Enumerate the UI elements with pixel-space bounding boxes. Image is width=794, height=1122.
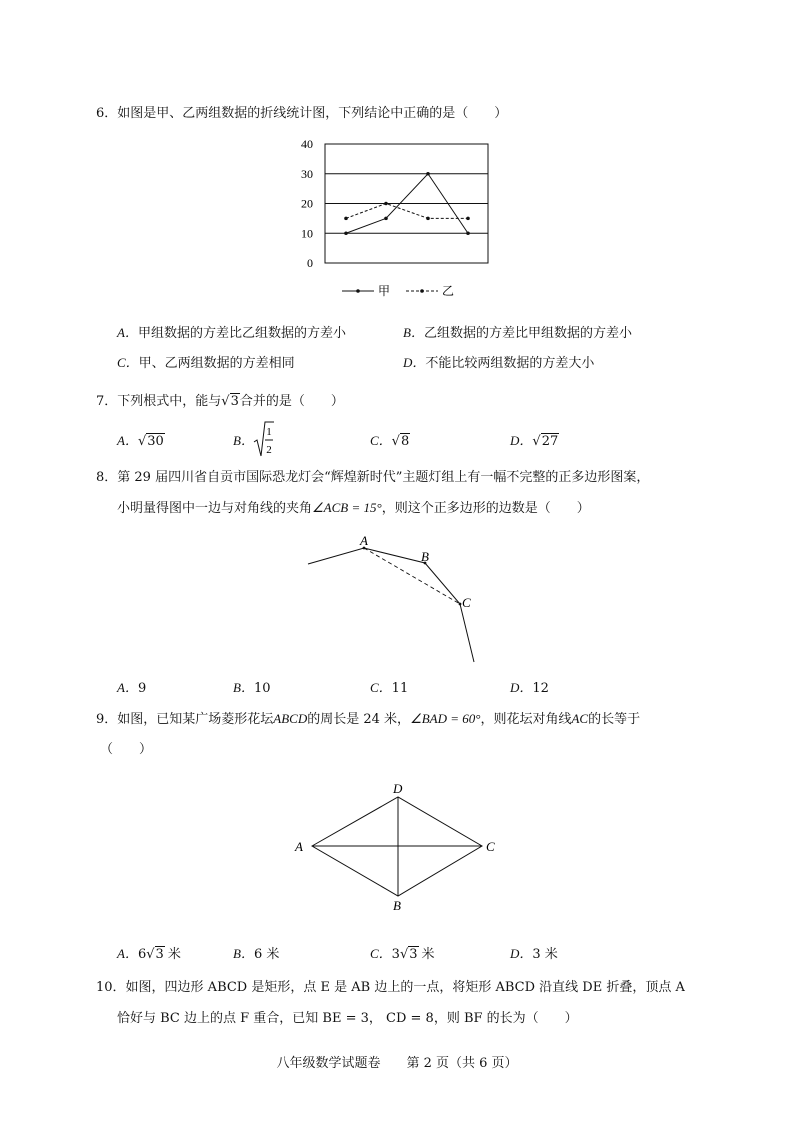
q9-text: 的周长是 24 米， (307, 712, 411, 727)
radicand: 3 (155, 947, 164, 962)
data-point (384, 202, 388, 206)
y-tick-label: 10 (301, 226, 313, 241)
q9-text: ，则花坛对角线 (480, 712, 572, 727)
option-coef: 6 (137, 947, 147, 962)
option-label: B． (233, 433, 254, 448)
q9-abcd: ABCD (273, 711, 308, 726)
data-point (466, 231, 470, 235)
q9-answer-paren: （ ） (100, 742, 153, 757)
sqrt-expression: √8 (391, 434, 410, 449)
q8-text: 小明量得图中一边与对角线的夹角 (117, 501, 313, 516)
q6-option-b[interactable] (403, 322, 632, 341)
option-label: C． (370, 946, 392, 961)
vertex-b-label: B (393, 898, 401, 913)
q6-text: 如图是甲、乙两组数据的折线统计图，下列结论中正确的是（ ） (117, 106, 508, 121)
data-point (344, 231, 348, 235)
q7-option-d[interactable] (510, 430, 559, 449)
q9-ac: AC (571, 711, 589, 726)
q6-option-a[interactable] (117, 322, 346, 341)
q10-number: 10． (96, 980, 126, 995)
q9-rhombus-figure (290, 778, 500, 914)
q10-text: 如图，四边形 ABCD 是矩形，点 E 是 AB 边上的一点，将矩形 ABCD 沿直线 DE 折叠，顶点 A (125, 980, 685, 995)
sqrt-expression: √30 (137, 434, 164, 449)
option-label: B． (403, 325, 424, 340)
q10-line-1 (96, 976, 685, 995)
q9-option-a[interactable] (117, 943, 181, 962)
data-point (426, 217, 430, 221)
data-point (344, 217, 348, 221)
q7-stem (96, 390, 344, 409)
q7-text-before: 下列根式中，能与 (117, 394, 222, 409)
sqrt-expression: √3 (221, 394, 239, 409)
fraction-denominator: 2 (266, 444, 272, 456)
q9-option-c[interactable] (370, 943, 435, 962)
option-label: C． (370, 433, 392, 448)
q6-line-chart (290, 134, 510, 304)
option-text: 甲、乙两组数据的方差相同 (138, 356, 295, 371)
option-text: 12 (532, 681, 549, 696)
q8-option-d[interactable] (510, 677, 549, 696)
legend-marker (420, 289, 424, 293)
radicand: 3 (409, 947, 418, 962)
option-unit: 米 (167, 947, 181, 962)
option-text: 乙组数据的方差比甲组数据的方差小 (423, 326, 632, 341)
data-point (384, 217, 388, 221)
legend-marker (356, 289, 360, 293)
q9-number: 9． (96, 712, 118, 727)
option-label: C． (370, 680, 392, 695)
vertex-a-label: A (295, 839, 303, 854)
legend-label: 乙 (442, 284, 455, 298)
vertex-c-label: C (462, 595, 471, 610)
option-label: D． (510, 433, 533, 448)
q8-option-c[interactable] (370, 677, 408, 696)
option-label: B． (233, 946, 254, 961)
q8-number: 8． (96, 470, 118, 485)
q6-option-d[interactable] (403, 352, 594, 371)
radicand: 27 (541, 434, 559, 449)
sqrt-expression: √3 (399, 947, 418, 962)
option-label: A． (117, 946, 138, 961)
option-text: 10 (253, 681, 271, 696)
fraction-numerator: 1 (266, 426, 272, 438)
data-point (426, 172, 430, 176)
chart-grid (325, 144, 488, 263)
y-tick-label: 30 (301, 166, 313, 181)
option-label: D． (510, 946, 533, 961)
vertex-c-dot (459, 603, 462, 606)
sqrt-fraction (253, 420, 275, 460)
vertex-d-label: D (393, 781, 403, 796)
option-text: 11 (391, 681, 409, 696)
chart-legend (342, 284, 454, 298)
option-text: 9 (137, 681, 147, 696)
option-coef: 3 (391, 947, 400, 962)
sqrt-expression: √3 (146, 947, 164, 962)
q9-text: 如图，已知某广场菱形花坛 (117, 712, 274, 727)
q9-option-d[interactable] (510, 943, 558, 962)
q8-option-a[interactable] (117, 677, 146, 696)
q8-polygon-figure (300, 530, 490, 670)
option-label: D． (510, 680, 533, 695)
q10-line-2: 恰好与 BC 边上的点 F 重合，已知 BE = 3， CD = 8，则 BF 的长为（ ） (117, 1011, 578, 1026)
option-text: 6 米 (253, 947, 280, 962)
option-label: A． (117, 680, 138, 695)
q9-text: 的长等于 (588, 712, 641, 727)
vertex-a-label: A (360, 533, 368, 548)
q6-number: 6． (96, 106, 118, 121)
q6-option-c[interactable] (117, 352, 295, 371)
vertex-c-label: C (486, 839, 495, 854)
vertex-b-label: B (421, 549, 429, 564)
option-label: B． (233, 680, 254, 695)
y-tick-label: 40 (301, 137, 313, 151)
legend-label: 甲 (378, 284, 391, 298)
q9-option-b[interactable] (233, 943, 279, 962)
q8-text: 第 29 届四川省自贡市国际恐龙灯会“辉煌新时代”主题灯组上有一幅不完整的正多边形图案， (117, 470, 650, 485)
radicand: 3 (230, 394, 239, 409)
diagonal-ac (364, 548, 460, 604)
polygon-edges (308, 548, 474, 662)
q9-line-1 (96, 708, 640, 727)
option-unit: 米 (421, 947, 435, 962)
radicand: 8 (400, 434, 410, 449)
q7-option-a[interactable] (117, 430, 165, 449)
q8-text: ，则这个正多边形的边数是（ ） (381, 501, 590, 516)
radicand: 30 (147, 434, 164, 449)
sqrt-expression: √27 (532, 434, 559, 449)
option-label: A． (117, 325, 138, 340)
q8-angle: ∠ACB = 15° (312, 500, 382, 515)
y-tick-label: 0 (307, 256, 313, 270)
q8-option-b[interactable] (233, 677, 271, 696)
q9-angle: ∠BAD = 60° (410, 711, 481, 726)
q8-line-2 (117, 497, 590, 516)
q8-line-1 (96, 466, 649, 485)
q6-stem (96, 102, 507, 121)
data-point (466, 217, 470, 221)
option-label: A． (117, 433, 138, 448)
option-text: 不能比较两组数据的方差大小 (425, 356, 595, 371)
q7-number: 7． (96, 394, 118, 409)
option-label: D． (403, 355, 426, 370)
q7-option-c[interactable] (370, 430, 410, 449)
y-tick-label: 20 (301, 196, 313, 211)
option-label: C． (117, 355, 139, 370)
option-text: 甲组数据的方差比乙组数据的方差小 (137, 326, 346, 341)
q7-text-after: 合并的是（ ） (239, 394, 344, 409)
chart-y-ticks (301, 137, 313, 270)
page-footer: 八年级数学试题卷 第 2 页（共 6 页） (276, 1056, 518, 1071)
option-text: 3 米 (532, 947, 558, 962)
